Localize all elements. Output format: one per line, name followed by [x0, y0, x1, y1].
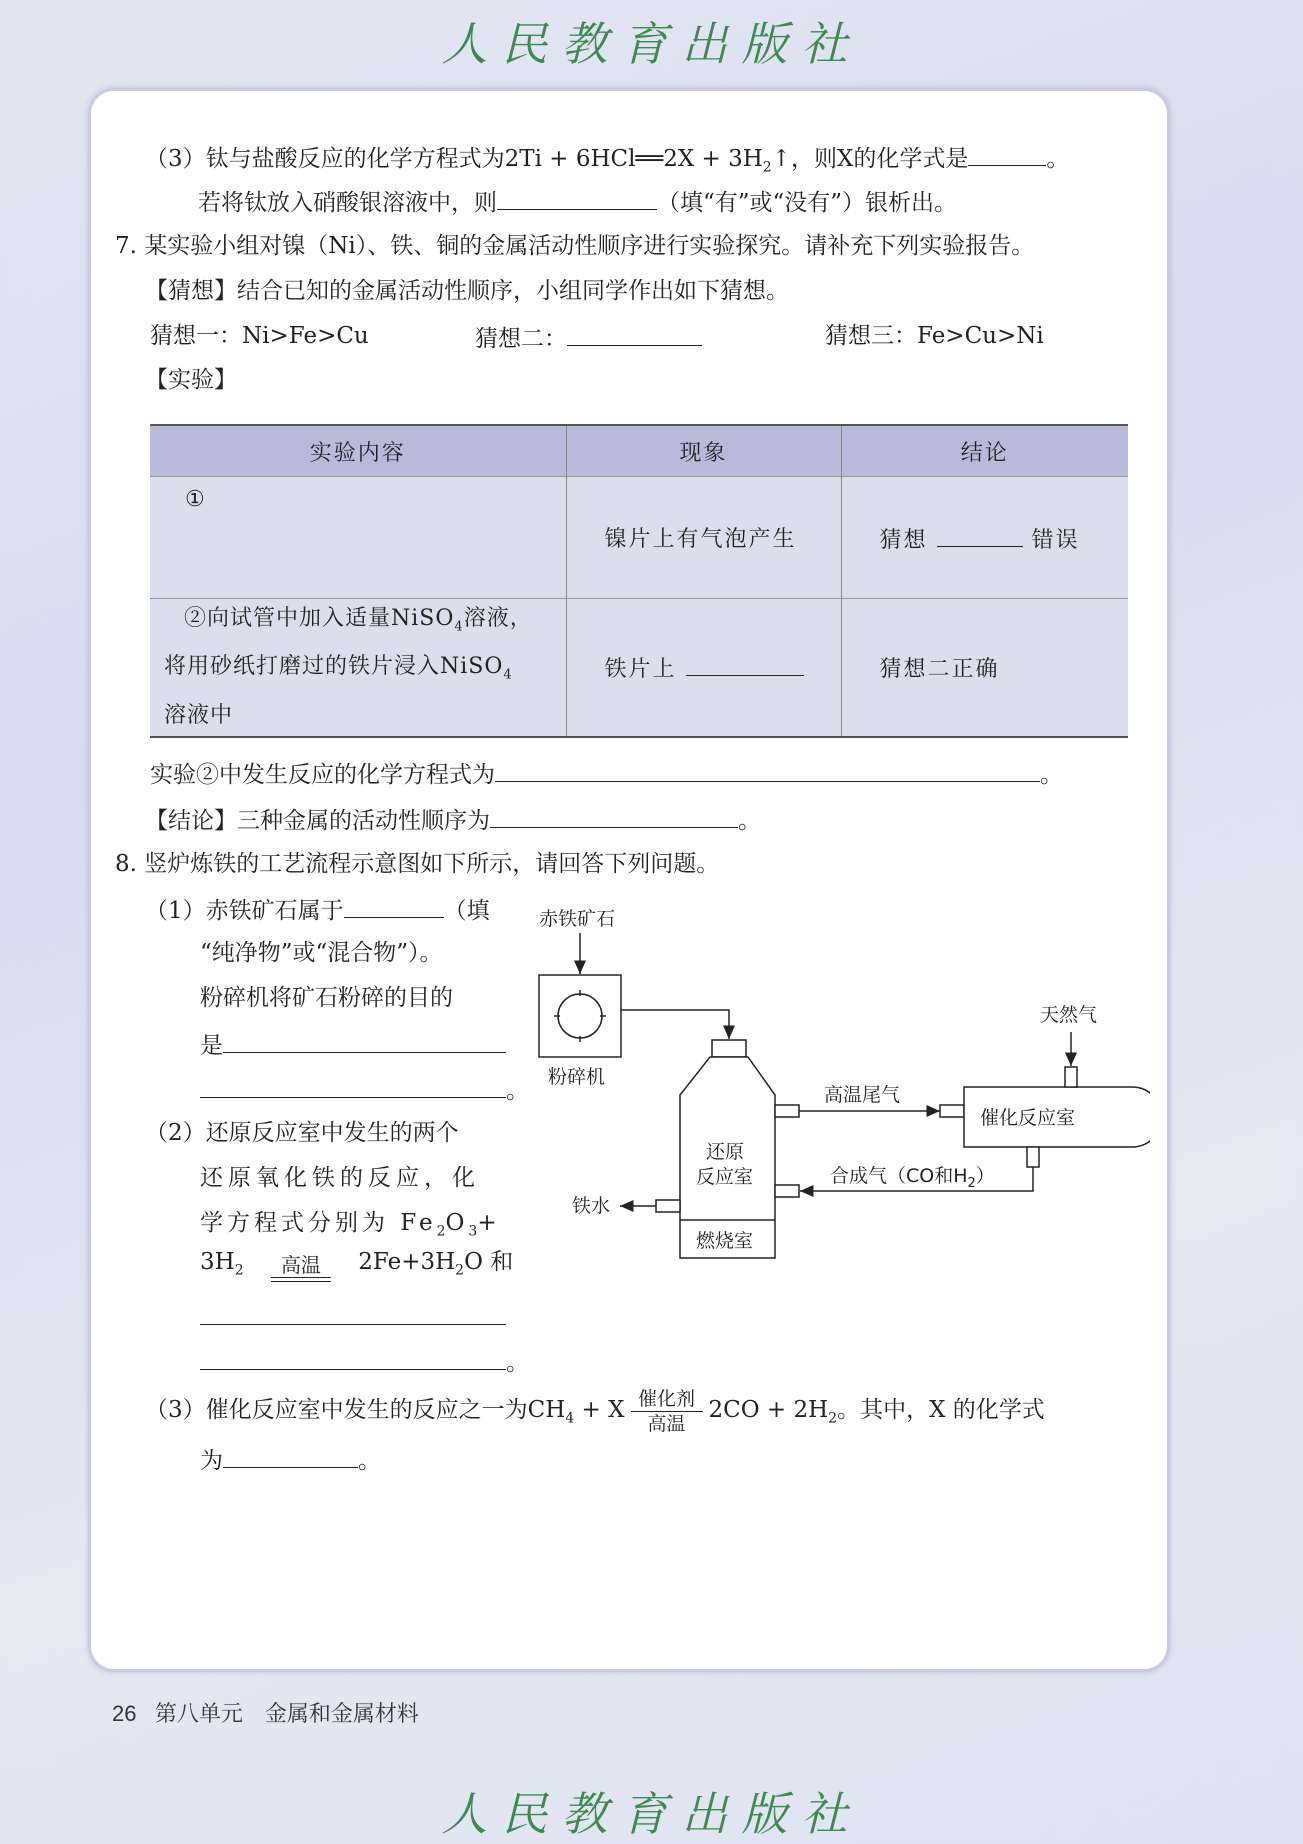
natural-gas-port [1065, 1067, 1077, 1087]
iron-port [656, 1200, 680, 1212]
q8-p2-blank-line1 [200, 1300, 506, 1333]
label-syngas: 合成气（CO和$H_2$） [830, 1165, 995, 1191]
label-reactor-2: 反应室 [696, 1166, 754, 1188]
page-footer [112, 1697, 419, 1728]
q8-p2-blank [200, 1300, 506, 1325]
q8-p3-line1: （3）催化反应室中发生的反应之一为$CH_4 + X$ $\frac{\text{催化剂}}{\text{高温}}$ $2CO + 2H_2$。其中，X 的化学式 [145, 1387, 1045, 1435]
reactor-top-inlet [712, 1040, 746, 1057]
q8-p2-blank2 [200, 1345, 506, 1370]
table-cell: ① [150, 477, 566, 599]
q8-p2-line3: 学方程式分别为 $Fe_2O_3+$ [200, 1210, 501, 1240]
q8-p2-line4: $3H_2$ 高温 $2Fe+3H_2O$ 和 [200, 1247, 513, 1291]
label-reactor-1: 还原 [706, 1141, 745, 1163]
table-header: 实验内容 [150, 425, 566, 477]
table-row [150, 477, 1128, 599]
q6-blank-silver [497, 185, 657, 210]
q6-part3-line1: （3）钛与盐酸反应的化学方程式为2Ti + 6HCl══2X + $3H_2↑$，则X的化学式是 。 [145, 141, 1069, 183]
q6-blank-x [968, 141, 1046, 166]
crusher-to-reactor-line [621, 1010, 729, 1039]
syngas-inlet-port [775, 1185, 799, 1197]
q7-equation-line: 实验②中发生反应的化学方程式为 。 [150, 757, 1063, 790]
q7-hyp3: 猜想三：Fe>Cu>Ni [825, 323, 1044, 349]
table-blank-iron [686, 651, 804, 676]
q8-p1-blank [344, 893, 444, 918]
q7-hypothesis-intro: 【猜想】结合已知的金属活动性顺序，小组同学作出如下猜想。 [145, 278, 789, 304]
label-natural-gas: 天然气 [1040, 1004, 1098, 1026]
q6-part3-line2: 若将钛放入硝酸银溶液中，则 （填“有”或“没有”）银析出。 [198, 185, 957, 218]
table-cell: 猜想二正确 [841, 599, 1128, 737]
q8-p1-line4: 是 [200, 1028, 506, 1061]
q8-p1-line2: “纯净物”或“混合物”）。 [200, 940, 443, 966]
table-header: 现象 [566, 425, 841, 477]
table-cell: 铁片上 [566, 599, 841, 737]
q7-conclusion-blank [490, 803, 738, 828]
label-ore: 赤铁矿石 [539, 908, 616, 930]
table-cell: ②向试管中加入适量NiSO$_4$溶液， 将用砂纸打磨过的铁片浸入NiSO$_4$ 溶液中 [150, 599, 566, 737]
q7-stem: 7. 某实验小组对镍（Ni）、铁、铜的金属活动性顺序进行实验探究。请补充下列实验报告。 [115, 233, 1035, 259]
table-header: 结论 [841, 425, 1128, 477]
q7-hyp2-blank [567, 321, 702, 346]
q8-p1-blank2 [223, 1028, 506, 1053]
table-cell: 猜想 错误 [841, 477, 1128, 599]
table-cell: 镍片上有气泡产生 [566, 477, 841, 599]
experiment-table [150, 424, 1128, 738]
label-tail-gas: 高温尾气 [824, 1084, 901, 1106]
q8-stem: 8. 竖炉炼铁的工艺流程示意图如下所示，请回答下列问题。 [115, 851, 720, 877]
publisher-logo-top: 人民教育出版社 [441, 17, 862, 71]
blast-furnace-flow-diagram [530, 895, 1150, 1275]
q7-hyp1: 猜想一：Ni>Fe>Cu [150, 323, 369, 349]
q8-p1-line1: （1）赤铁矿石属于 （填 [145, 893, 490, 926]
q7-hyp2: 猜想二： [475, 321, 702, 354]
q8-p3-line2: 为 。 [200, 1443, 381, 1476]
table-blank-hyp [937, 522, 1023, 547]
syngas-port [1027, 1147, 1039, 1167]
label-crusher: 粉碎机 [548, 1066, 606, 1088]
q8-p2-blank-line2: 。 [200, 1345, 529, 1378]
page-number: 26 [112, 1701, 137, 1726]
publisher-logo-bottom: 人民教育出版社 [441, 1787, 862, 1841]
q8-p1-line5: 。 [200, 1073, 529, 1106]
label-catalytic: 催化反应室 [980, 1107, 1076, 1129]
crusher-box [539, 975, 621, 1057]
q8-p1-blank3 [200, 1073, 506, 1098]
q7-equation-blank [495, 757, 1040, 782]
q8-p3-blank [223, 1443, 358, 1468]
unit-title: 第八单元 金属和金属材料 [154, 1701, 419, 1726]
tail-gas-port [775, 1105, 799, 1117]
q8-p3-condition: $\frac{\text{催化剂}}{\text{高温}}$ [631, 1387, 703, 1436]
table-row [150, 599, 1128, 737]
q7-conclusion-line: 【结论】三种金属的活动性顺序为 。 [145, 803, 761, 836]
catalytic-inlet-port [940, 1105, 964, 1117]
label-burner: 燃烧室 [696, 1230, 754, 1252]
q8-p2-condition: 高温 [271, 1255, 331, 1286]
q8-p1-line3: 粉碎机将矿石粉碎的目的 [200, 985, 453, 1011]
q8-p2-line1: （2）还原反应室中发生的两个 [145, 1120, 459, 1146]
q8-p2-line2: 还原氧化铁的反应，化 [200, 1165, 480, 1191]
label-iron: 铁水 [572, 1195, 611, 1217]
table-header-row [150, 425, 1128, 477]
q7-experiment-label: 【实验】 [145, 367, 237, 393]
